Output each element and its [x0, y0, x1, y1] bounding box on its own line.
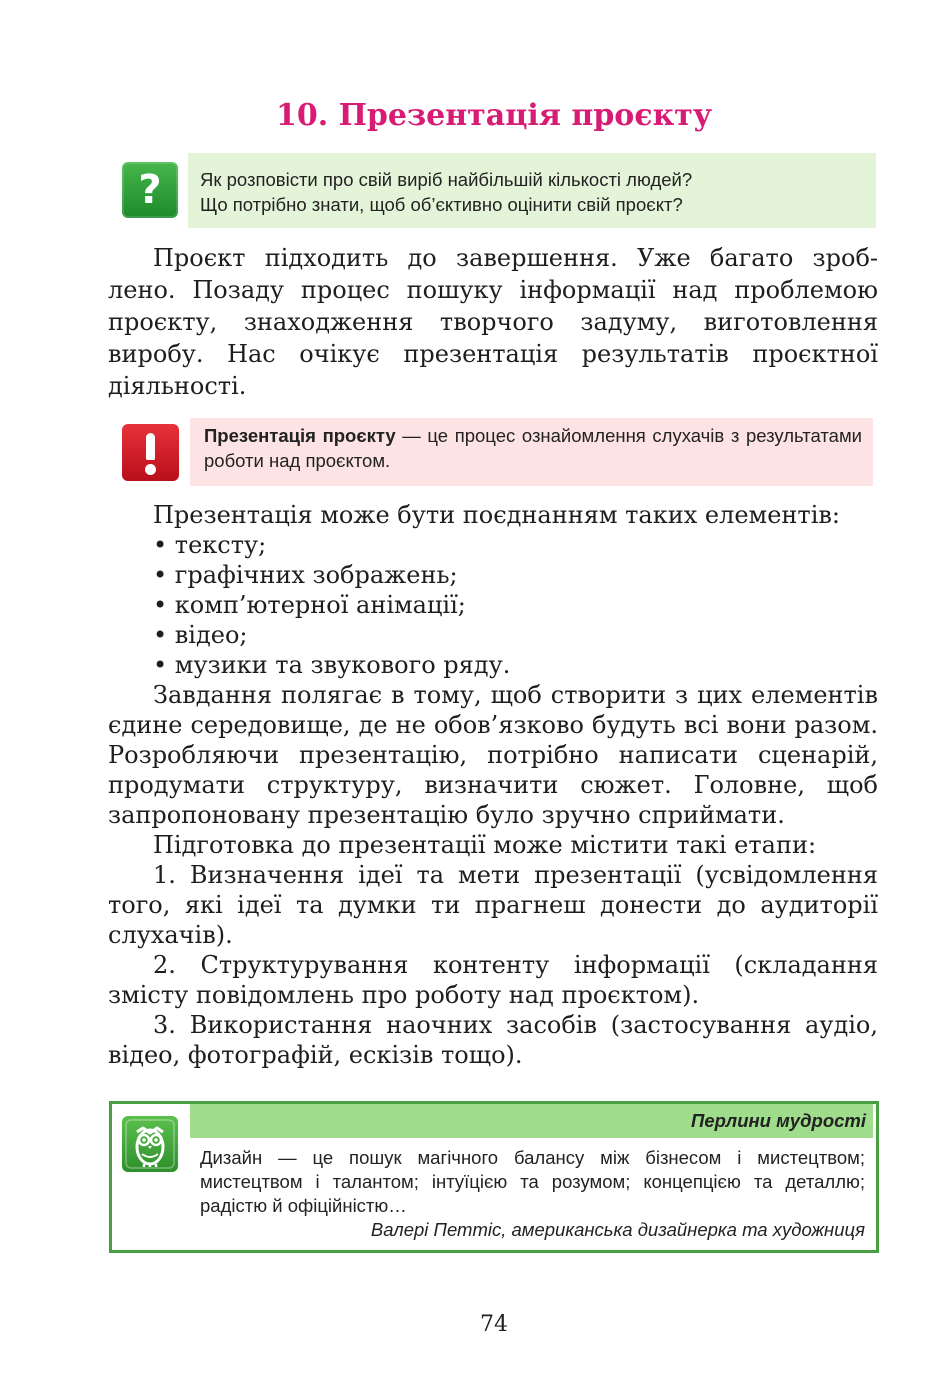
question-text — [200, 167, 860, 217]
question-line: Як розповісти про свій виріб найбільшій кількості людей? — [200, 169, 693, 190]
stages-intro: Підготовка до презентації може містити такі етапи: — [153, 831, 817, 859]
stage-line: змісту повідомлень про роботу над проєктом). — [108, 981, 700, 1009]
stage-line: слухачів). — [108, 921, 233, 949]
main-text — [108, 500, 878, 1070]
definition-body: — це процес ознайомлення слухачів з результатами роботи над проєктом. — [204, 425, 862, 471]
text-line: лено. Позаду процес пошуку інформації над проблемою — [108, 276, 878, 304]
text-line: виробу. Нас очікує презентація результатів проєктної — [108, 340, 878, 368]
text-line: Завдання полягає в тому, щоб створити з цих елементів — [153, 681, 878, 709]
text-line: Проєкт підходить до завершення. Уже багато зроб- — [153, 244, 878, 272]
list-item: • комп’ютерної анімації; — [153, 591, 466, 619]
text-line: єдине середовище, де не обов’язково будуть всі вони разом. — [108, 711, 878, 739]
text-line: запропоновану презентацію було зручно сприймати. — [108, 801, 785, 829]
text-line: Розробляючи презентацію, потрібно написати сценарій, — [108, 741, 878, 769]
quote-line: радістю й офіційністю… — [200, 1195, 407, 1216]
list-item: • музики та звукового ряду. — [153, 651, 511, 679]
definition-text — [204, 423, 862, 473]
text-line: продумати структуру, визначити сюжет. Головне, щоб — [108, 771, 878, 799]
stage-line: 3. Використання наочних засобів (застосування аудіо, — [153, 1011, 878, 1039]
list-item: • графічних зображень; — [153, 561, 458, 589]
stage-line: того, які ідеї та думки ти прагнеш донести до аудиторії — [108, 891, 878, 919]
elements-intro: Презентація може бути поєднанням таких елементів: — [153, 501, 840, 529]
list-item: • тексту; — [153, 531, 267, 559]
question-line: Що потрібно знати, щоб об’єктивно оцінити свій проєкт? — [200, 194, 683, 215]
quote-line: Дизайн — це пошук магічного балансу між бізнесом і мистецтвом; — [200, 1147, 865, 1168]
intro-paragraph — [108, 242, 878, 402]
question-mark-icon: ? — [122, 162, 178, 218]
stage-line: 1. Визначення ідеї та мети презентації (усвідомлення — [153, 861, 878, 889]
stage-line: 2. Структурування контенту інформації (складання — [153, 951, 878, 979]
exclamation-icon — [122, 424, 179, 481]
quote-line: мистецтвом і талантом; інтуїцією та розумом; концепцією та деталлю; — [200, 1171, 865, 1192]
list-item: • відео; — [153, 621, 248, 649]
owl-icon — [122, 1116, 178, 1172]
wisdom-title: Перлини мудрості — [691, 1110, 866, 1131]
stage-line: відео, фотографій, ескізів тощо). — [108, 1041, 523, 1069]
text-line: діяльності. — [108, 372, 247, 400]
page-title: 10. Презентація проєкту — [275, 98, 713, 133]
definition-term: Презентація проєкту — [204, 425, 396, 446]
quote-author: Валері Петтіс, американська дизайнерка та художниця — [370, 1219, 865, 1240]
wisdom-quote — [200, 1146, 865, 1242]
page-number: 74 — [480, 1312, 508, 1337]
text-line: проєкту, знаходження творчого задуму, виготовлення — [108, 308, 878, 336]
